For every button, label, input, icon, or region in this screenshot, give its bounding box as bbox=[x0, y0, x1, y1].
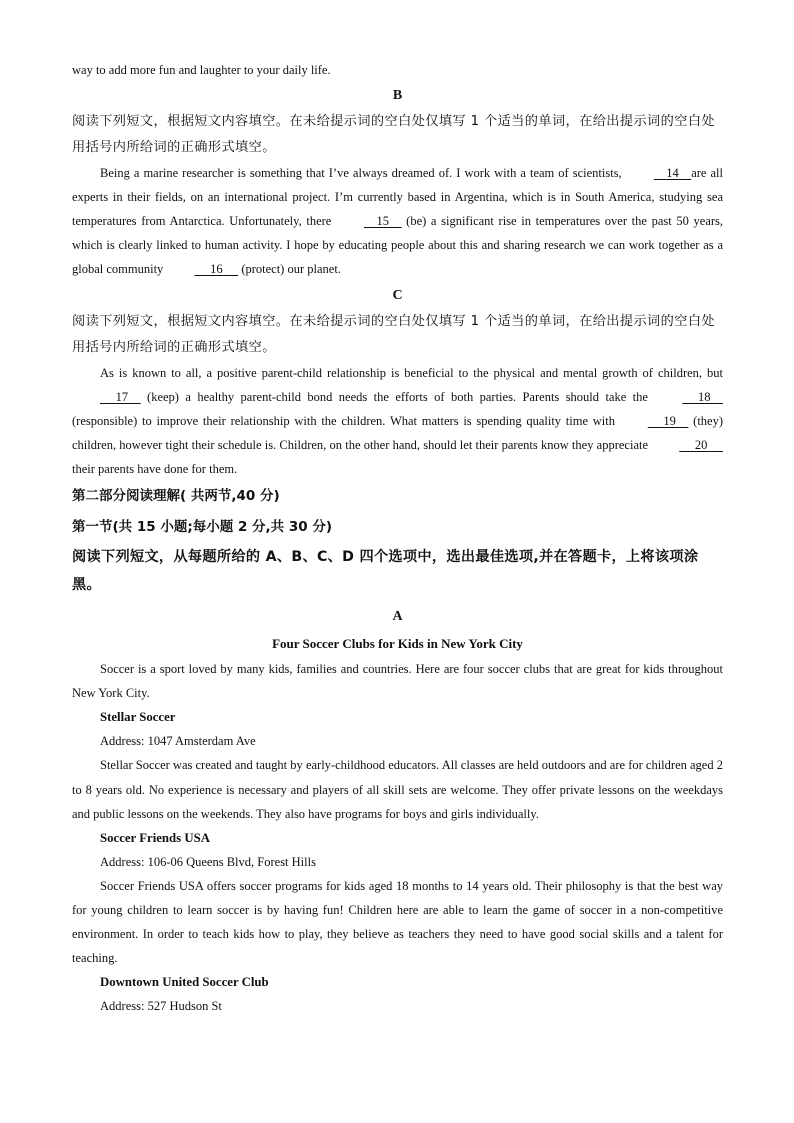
passage-text: their parents have done for them. bbox=[72, 461, 238, 476]
passage-text: (they) children, however tight their schedule is. Children, on the other hand, should let their parents know they appreciate bbox=[72, 413, 724, 452]
passage-text: (be) a significant rise in temperatures over the past 50 years, which is clearly linked to human activity. I hope by educating people about this and sharing research we can work together as a global community bbox=[72, 214, 724, 277]
part-two-heading: 第二部分阅读理解( 共两节,40 分) bbox=[72, 488, 280, 505]
club-address: Address: 1047 Amsterdam Ave bbox=[100, 734, 256, 749]
club-address: Address: 527 Hudson St bbox=[100, 999, 222, 1014]
blank-18[interactable]: 18 bbox=[698, 389, 711, 404]
blank-20[interactable]: 20 bbox=[694, 437, 708, 452]
club-address: Address: 106-06 Queens Blvd, Forest Hills bbox=[100, 854, 316, 869]
blank-19[interactable]: 19 bbox=[663, 413, 676, 428]
passage-title: Four Soccer Clubs for Kids in New York City bbox=[272, 636, 523, 652]
section-c-letter: C bbox=[392, 287, 403, 303]
passage-text: As is known to all, a positive parent-child relationship is beneficial to the physical and mental growth of children, but bbox=[100, 365, 723, 380]
continued-line: way to add more fun and laughter to your daily life. bbox=[72, 63, 331, 77]
section-b-passage bbox=[72, 161, 723, 281]
passage-text: (protect) our planet. bbox=[241, 262, 341, 277]
passage-intro: Soccer is a sport loved by many kids, families and countries. Here are four soccer clubs that are great for kids throughout New York City. bbox=[72, 662, 723, 701]
club-description: Soccer Friends USA offers soccer programs for kids aged 18 months to 14 years old. Their philosophy is that the best way for young children to learn soccer is by having fun! Children here are able to learn the game of soccer in a non-competitive environment. In order to teach kids how to play, they believe as teachers they need to have good social skills and a talent for teaching. bbox=[72, 878, 723, 966]
blank-14[interactable]: 14 bbox=[666, 166, 679, 181]
part-two-instructions: 阅读下列短文，从每题所给的 A、B、C、D 四个选项中，选出最佳选项,并在答题卡，上将该项涂黑。 bbox=[72, 549, 699, 594]
section-one-heading: 第一节(共 15 小题;每小题 2 分,共 30 分) bbox=[72, 519, 333, 536]
passage-a-letter: A bbox=[392, 609, 403, 625]
section-c-instructions: 阅读下列短文，根据短文内容填空。在未给提示词的空白处仅填写 1 个适当的单词，在给出提示词的空白处用括号内所给词的正确形式填空。 bbox=[72, 313, 715, 355]
passage-text: Being a marine researcher is something that I’ve always dreamed of. I work with a team of scientists, bbox=[100, 166, 622, 181]
blank-15[interactable]: 15 bbox=[376, 214, 389, 229]
passage-text: (responsible) to improve their relationship with the children. What matters is spending quality time with bbox=[72, 413, 615, 428]
passage-text: are all experts in their fields, on an international project. I’m currently based in Argentina, which is in South America, studying sea temperatures from Antarctica. Unfortunately, there bbox=[72, 166, 723, 229]
section-b-instructions: 阅读下列短文，根据短文内容填空。在未给提示词的空白处仅填写 1 个适当的单词，在给出提示词的空白处用括号内所给词的正确形式填空。 bbox=[72, 114, 715, 156]
blank-17[interactable]: 17 bbox=[115, 389, 129, 404]
passage-text: (keep) a healthy parent-child bond needs the efforts of both parties. Parents should take the bbox=[147, 389, 648, 404]
club-name: Stellar Soccer bbox=[100, 710, 176, 725]
blank-16[interactable]: 16 bbox=[210, 262, 223, 277]
section-b-letter: B bbox=[392, 88, 403, 104]
document-page bbox=[72, 58, 723, 1018]
club-name: Downtown United Soccer Club bbox=[100, 975, 269, 990]
section-c-passage bbox=[72, 361, 723, 481]
club-name: Soccer Friends USA bbox=[100, 830, 210, 845]
club-description: Stellar Soccer was created and taught by early-childhood educators. All classes are held outdoors and are for children aged 2 to 8 years old. No experience is necessary and players of all skill sets are welcome. They offer private lessons on the weekdays and public lessons on the weekends. They also have programs for boys and girls individually. bbox=[72, 758, 723, 821]
